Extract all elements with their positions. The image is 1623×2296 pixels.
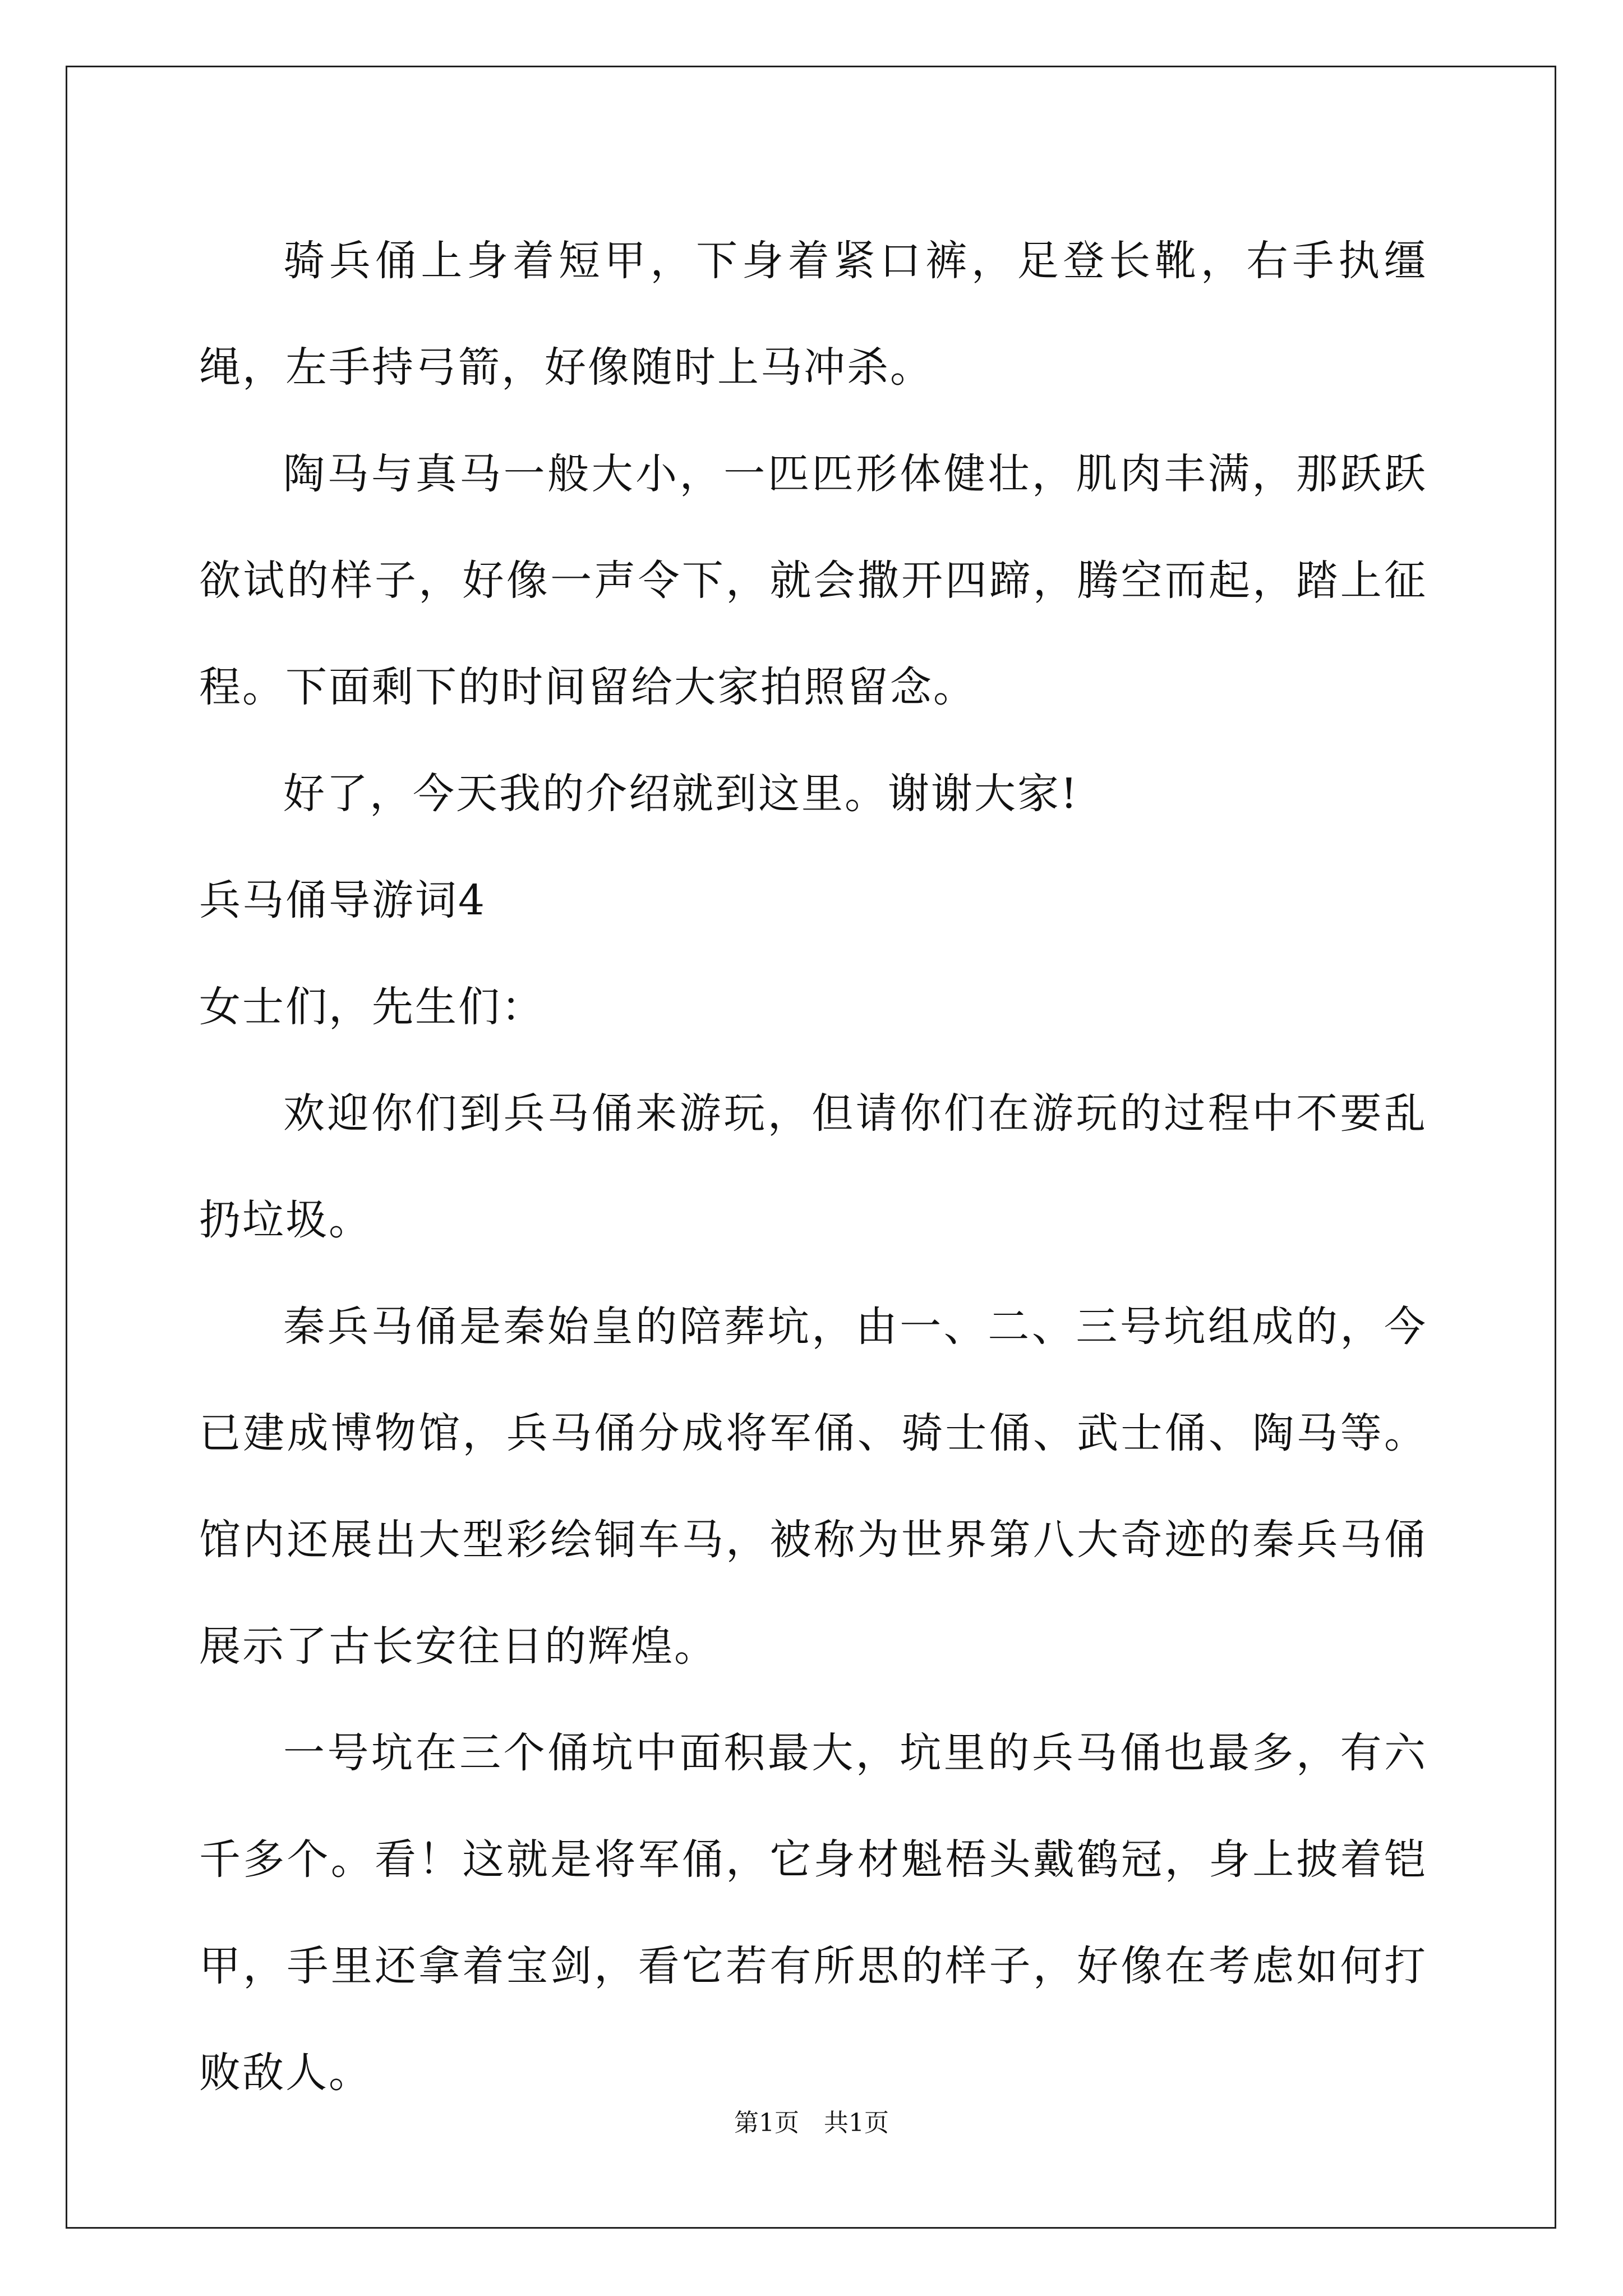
document-body xyxy=(199,208,1427,2126)
salutation: 女士们，先生们： xyxy=(199,983,545,1031)
paragraph-horses: 陶马与真马一般大小，一匹匹形体健壮，肌肉丰满，那跃跃欲试的样子，好像一声令下，就会撒开四蹄，腾空而起，踏上征程。下面剩下的时间留给大家拍照留念。 xyxy=(199,450,1427,711)
paragraph-cavalry: 骑兵俑上身着短甲，下身着紧口裤，足登长靴，右手执缰绳，左手持弓箭，好像随时上马冲杀。 xyxy=(199,237,1427,392)
page-footer: 第1页 共1页 xyxy=(734,2109,889,2137)
section-heading: 兵马俑导游词4 xyxy=(199,876,487,924)
paragraph-museum: 秦兵马俑是秦始皇的陪葬坑，由一、二、三号坑组成的，今已建成博物馆，兵马俑分成将军俑、骑士俑、武士俑、陶马等。馆内还展出大型彩绘铜车马，被称为世界第八大奇迹的秦兵马俑展示了古长安往日的辉煌。 xyxy=(199,1303,1427,1671)
paragraph-welcome: 欢迎你们到兵马俑来游玩，但请你们在游玩的过程中不要乱扔垃圾。 xyxy=(199,1089,1427,1244)
paragraph-pit-one: 一号坑在三个俑坑中面积最大，坑里的兵马俑也最多，有六千多个。看！这就是将军俑，它身材魁梧头戴鹤冠，身上披着铠甲，手里还拿着宝剑，看它若有所思的样子，好像在考虑如何打败敌人。 xyxy=(199,1729,1427,2097)
paragraph-closing: 好了，今天我的介绍就到这里。谢谢大家! xyxy=(283,770,1079,818)
